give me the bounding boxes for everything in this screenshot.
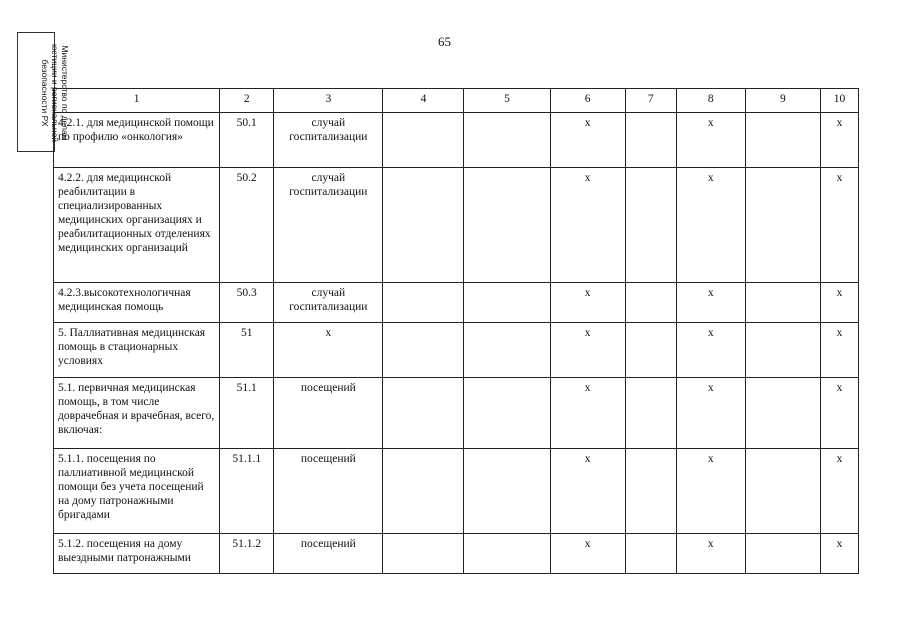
cell-col-10: x (820, 449, 858, 534)
cell-col-7 (625, 168, 676, 283)
cell-col-9 (745, 168, 820, 283)
cell-col-8: x (676, 323, 745, 378)
table-row (54, 534, 859, 574)
cell-name: 4.2.2. для медицинской реабилитации в специализированных медицинских организациях и реабилитационных отделениях медицинских организаций (54, 168, 220, 283)
cell-unit: посещений (274, 378, 383, 449)
cell-col-9 (745, 283, 820, 323)
cell-col-6: x (550, 168, 625, 283)
column-header: 9 (745, 89, 820, 113)
cell-col-7 (625, 449, 676, 534)
cell-unit: случай госпитализации (274, 283, 383, 323)
cell-col-7 (625, 283, 676, 323)
cell-name: 5.1.1. посещения по паллиативной медицинской помощи без учета посещений на дому патронажными бригадами (54, 449, 220, 534)
cell-unit: посещений (274, 534, 383, 574)
cell-col-6: x (550, 113, 625, 168)
cell-col-5 (464, 534, 550, 574)
cell-col-10: x (820, 378, 858, 449)
column-header: 4 (383, 89, 464, 113)
cell-col-6: x (550, 378, 625, 449)
table-row (54, 378, 859, 449)
stamp-line-2: юстиции и региональной (50, 43, 60, 143)
cell-col-9 (745, 534, 820, 574)
column-header: 10 (820, 89, 858, 113)
cell-name: 4.2.1. для медицинской помощи по профилю «онкология» (54, 113, 220, 168)
cell-col-6: x (550, 449, 625, 534)
cell-name: 5. Паллиативная медицинская помощь в стационарных условиях (54, 323, 220, 378)
cell-unit: случай госпитализации (274, 168, 383, 283)
cell-col-10: x (820, 534, 858, 574)
cell-col-7 (625, 113, 676, 168)
cell-col-5 (464, 168, 550, 283)
cell-col-5 (464, 113, 550, 168)
cell-col-10: x (820, 168, 858, 283)
cell-col-8: x (676, 168, 745, 283)
cell-name: 5.1.2. посещения на дому выездными патронажными (54, 534, 220, 574)
cell-unit: случай госпитализации (274, 113, 383, 168)
cell-code: 50.1 (220, 113, 274, 168)
cell-name: 4.2.3.высокотехнологичная медицинская помощь (54, 283, 220, 323)
cell-col-10: x (820, 113, 858, 168)
cell-col-10: x (820, 283, 858, 323)
cell-col-10: x (820, 323, 858, 378)
column-header: 3 (274, 89, 383, 113)
column-header: 8 (676, 89, 745, 113)
registration-stamp (17, 32, 70, 152)
cell-code: 50.2 (220, 168, 274, 283)
cell-name: 5.1. первичная медицинская помощь, в том числе доврачебная и врачебная, всего, включая: (54, 378, 220, 449)
cell-col-4 (383, 168, 464, 283)
table-row (54, 113, 859, 168)
cell-col-7 (625, 534, 676, 574)
cell-col-7 (625, 378, 676, 449)
cell-col-5 (464, 283, 550, 323)
column-header: 5 (464, 89, 550, 113)
cell-unit: посещений (274, 449, 383, 534)
column-header: 1 (54, 89, 220, 113)
cell-col-5 (464, 323, 550, 378)
cell-col-7 (625, 323, 676, 378)
cell-col-9 (745, 323, 820, 378)
cell-col-6: x (550, 534, 625, 574)
cell-col-5 (464, 449, 550, 534)
cell-code: 51 (220, 323, 274, 378)
cell-code: 51.1.2 (220, 534, 274, 574)
cell-col-5 (464, 378, 550, 449)
cell-unit: x (274, 323, 383, 378)
document-table (53, 88, 859, 574)
stamp-line-1: Министерство по делам (60, 45, 70, 141)
page-number: 65 (438, 34, 451, 49)
cell-col-4 (383, 113, 464, 168)
cell-col-8: x (676, 113, 745, 168)
cell-col-9 (745, 113, 820, 168)
cell-col-8: x (676, 534, 745, 574)
cell-col-8: x (676, 378, 745, 449)
cell-col-8: x (676, 449, 745, 534)
cell-code: 51.1.1 (220, 449, 274, 534)
cell-col-4 (383, 283, 464, 323)
cell-col-4 (383, 378, 464, 449)
header-row (54, 89, 859, 113)
cell-col-9 (745, 378, 820, 449)
cell-col-4 (383, 449, 464, 534)
cell-col-9 (745, 449, 820, 534)
stamp-line-3: безопасности РХ (40, 59, 50, 127)
cell-col-6: x (550, 283, 625, 323)
table-row (54, 449, 859, 534)
cell-col-8: x (676, 283, 745, 323)
cell-code: 51.1 (220, 378, 274, 449)
cell-code: 50.3 (220, 283, 274, 323)
table-row (54, 168, 859, 283)
column-header: 7 (625, 89, 676, 113)
cell-col-6: x (550, 323, 625, 378)
table-row (54, 323, 859, 378)
cell-col-4 (383, 534, 464, 574)
cell-col-4 (383, 323, 464, 378)
column-header: 2 (220, 89, 274, 113)
column-header: 6 (550, 89, 625, 113)
table-row (54, 283, 859, 323)
